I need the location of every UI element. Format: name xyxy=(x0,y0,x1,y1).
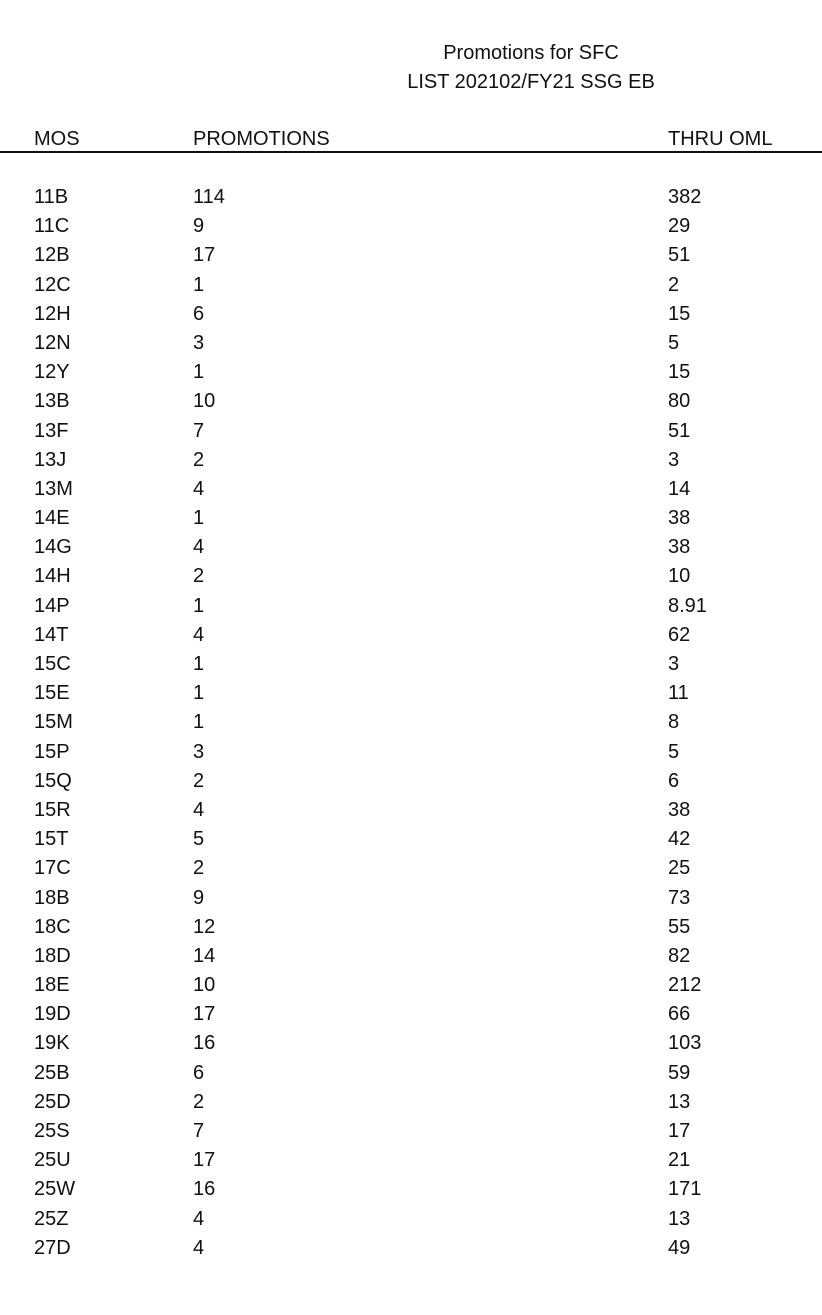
table-row xyxy=(0,562,822,591)
table-row xyxy=(0,212,822,241)
cell-promotions: 5 xyxy=(193,828,205,851)
title-line-1: Promotions for SFC xyxy=(443,42,619,64)
cell-mos: 14G xyxy=(34,536,72,559)
cell-mos: 15P xyxy=(34,740,70,763)
table-row xyxy=(0,1088,822,1117)
table-row xyxy=(0,708,822,737)
cell-thru-oml: 11 xyxy=(668,682,689,705)
cell-mos: 11B xyxy=(34,186,69,208)
cell-mos: 17C xyxy=(34,857,71,880)
cell-promotions: 2 xyxy=(193,769,205,792)
table-header xyxy=(0,124,822,154)
cell-mos: 18D xyxy=(34,944,71,967)
cell-mos: 12B xyxy=(34,244,70,267)
cell-thru-oml: 13 xyxy=(668,1090,691,1113)
cell-thru-oml: 3 xyxy=(668,448,680,471)
cell-mos: 15T xyxy=(34,828,69,851)
table-row xyxy=(0,592,822,621)
cell-thru-oml: 21 xyxy=(668,1149,691,1172)
cell-mos: 15M xyxy=(34,711,73,734)
cell-thru-oml: 212 xyxy=(668,974,702,997)
cell-promotions: 1 xyxy=(193,594,205,617)
column-header-promotions: PROMOTIONS xyxy=(193,128,330,150)
cell-mos: 19K xyxy=(34,1032,70,1055)
cell-promotions: 1 xyxy=(193,361,205,384)
cell-mos: 25W xyxy=(34,1178,76,1201)
cell-promotions: 6 xyxy=(193,302,205,325)
table-row xyxy=(0,825,822,854)
cell-thru-oml: 66 xyxy=(668,1003,691,1026)
cell-mos: 18B xyxy=(34,886,70,909)
cell-thru-oml: 59 xyxy=(668,1061,691,1084)
cell-promotions: 17 xyxy=(193,1003,216,1026)
table-row xyxy=(0,679,822,708)
cell-promotions: 4 xyxy=(193,1207,205,1230)
table-row xyxy=(0,1205,822,1234)
cell-promotions: 2 xyxy=(193,1090,205,1113)
cell-thru-oml: 382 xyxy=(668,186,702,208)
cell-promotions: 17 xyxy=(193,244,216,267)
cell-thru-oml: 171 xyxy=(668,1178,702,1201)
cell-thru-oml: 25 xyxy=(668,857,691,880)
cell-promotions: 1 xyxy=(193,653,205,675)
cell-promotions: 7 xyxy=(193,1120,205,1142)
cell-promotions: 9 xyxy=(193,886,205,909)
cell-promotions: 2 xyxy=(193,565,205,588)
cell-mos: 14E xyxy=(34,507,70,530)
cell-mos: 25Z xyxy=(34,1207,69,1230)
table-row xyxy=(0,1059,822,1088)
cell-mos: 25D xyxy=(34,1090,71,1113)
table-row xyxy=(0,854,822,883)
cell-promotions: 3 xyxy=(193,740,205,763)
cell-promotions: 16 xyxy=(193,1178,216,1201)
cell-mos: 12C xyxy=(34,273,71,296)
cell-mos: 19D xyxy=(34,1003,71,1026)
cell-thru-oml: 6 xyxy=(668,769,680,792)
table-row xyxy=(0,913,822,942)
table-row xyxy=(0,475,822,504)
cell-mos: 15R xyxy=(34,798,71,821)
column-header-mos: MOS xyxy=(34,128,80,150)
cell-thru-oml: 38 xyxy=(668,507,691,530)
cell-promotions: 4 xyxy=(193,536,205,559)
table-row xyxy=(0,650,822,679)
cell-thru-oml: 8.91 xyxy=(668,594,707,617)
table-row xyxy=(0,300,822,329)
cell-mos: 13M xyxy=(34,477,73,500)
cell-mos: 15Q xyxy=(34,769,72,792)
cell-promotions: 12 xyxy=(193,915,216,938)
table-row xyxy=(0,446,822,475)
cell-mos: 15E xyxy=(34,682,70,705)
cell-mos: 18C xyxy=(34,915,71,938)
cell-promotions: 1 xyxy=(193,711,205,734)
cell-thru-oml: 14 xyxy=(668,477,691,500)
cell-thru-oml: 29 xyxy=(668,215,691,238)
table-row xyxy=(0,241,822,270)
cell-promotions: 2 xyxy=(193,448,205,471)
cell-thru-oml: 15 xyxy=(668,361,691,384)
cell-mos: 13J xyxy=(34,448,67,471)
cell-promotions: 4 xyxy=(193,1236,205,1259)
cell-thru-oml: 51 xyxy=(668,244,691,267)
table-row xyxy=(0,796,822,825)
document-title xyxy=(0,38,822,100)
column-header-thru-oml: THRU OML xyxy=(668,128,773,150)
cell-mos: 12N xyxy=(34,331,71,354)
cell-mos: 14T xyxy=(34,623,69,646)
cell-promotions: 9 xyxy=(193,215,205,238)
cell-mos: 25U xyxy=(34,1149,71,1172)
table-row xyxy=(0,971,822,1000)
title-line-2: LIST 202102/FY21 SSG EB xyxy=(407,71,655,93)
cell-mos: 18E xyxy=(34,974,70,997)
cell-promotions: 17 xyxy=(193,1149,216,1172)
cell-mos: 15C xyxy=(34,653,71,675)
cell-thru-oml: 73 xyxy=(668,886,691,909)
cell-promotions: 4 xyxy=(193,623,205,646)
cell-promotions: 10 xyxy=(193,974,216,997)
cell-promotions: 10 xyxy=(193,390,216,413)
cell-thru-oml: 15 xyxy=(668,302,691,325)
cell-promotions: 4 xyxy=(193,798,205,821)
table-row xyxy=(0,271,822,300)
cell-thru-oml: 38 xyxy=(668,798,691,821)
cell-thru-oml: 51 xyxy=(668,419,691,442)
table-row xyxy=(0,1234,822,1263)
cell-thru-oml: 3 xyxy=(668,653,680,675)
cell-promotions: 2 xyxy=(193,857,205,880)
cell-promotions: 6 xyxy=(193,1061,205,1084)
cell-thru-oml: 5 xyxy=(668,740,680,763)
cell-mos: 13F xyxy=(34,419,69,442)
cell-promotions: 7 xyxy=(193,419,205,442)
table-row xyxy=(0,358,822,387)
cell-promotions: 1 xyxy=(193,273,205,296)
cell-mos: 13B xyxy=(34,390,70,413)
cell-promotions: 1 xyxy=(193,682,205,705)
cell-mos: 27D xyxy=(34,1236,71,1259)
table-row xyxy=(0,621,822,650)
cell-thru-oml: 82 xyxy=(668,944,691,967)
cell-promotions: 1 xyxy=(193,507,205,530)
table-row xyxy=(0,738,822,767)
cell-thru-oml: 42 xyxy=(668,828,691,851)
cell-thru-oml: 55 xyxy=(668,915,691,938)
cell-thru-oml: 13 xyxy=(668,1207,691,1230)
cell-thru-oml: 8 xyxy=(668,711,680,734)
table-row xyxy=(0,329,822,358)
cell-mos: 12Y xyxy=(34,361,70,384)
table-row xyxy=(0,1000,822,1029)
table-row xyxy=(0,767,822,796)
cell-mos: 11C xyxy=(34,215,70,238)
table-row xyxy=(0,533,822,562)
cell-thru-oml: 49 xyxy=(668,1236,691,1259)
table-row xyxy=(0,417,822,446)
cell-promotions: 16 xyxy=(193,1032,216,1055)
cell-promotions: 14 xyxy=(193,944,216,967)
cell-thru-oml: 80 xyxy=(668,390,691,413)
cell-mos: 14H xyxy=(34,565,71,588)
cell-promotions: 3 xyxy=(193,331,205,354)
table-row xyxy=(0,1029,822,1058)
table-row xyxy=(0,1175,822,1204)
table-row xyxy=(0,387,822,416)
cell-thru-oml: 10 xyxy=(668,565,691,588)
cell-mos: 14P xyxy=(34,594,70,617)
cell-promotions: 114 xyxy=(193,186,225,208)
table-row xyxy=(0,504,822,533)
cell-thru-oml: 62 xyxy=(668,623,691,646)
table-row xyxy=(0,884,822,913)
cell-thru-oml: 17 xyxy=(668,1120,691,1142)
table-row xyxy=(0,1146,822,1175)
cell-thru-oml: 38 xyxy=(668,536,691,559)
cell-thru-oml: 2 xyxy=(668,273,680,296)
cell-thru-oml: 103 xyxy=(668,1032,702,1055)
table-body xyxy=(0,183,822,1263)
table-row xyxy=(0,942,822,971)
header-divider xyxy=(0,151,822,153)
cell-mos: 12H xyxy=(34,302,71,325)
cell-promotions: 4 xyxy=(193,477,205,500)
table-row xyxy=(0,183,822,212)
cell-mos: 25S xyxy=(34,1120,70,1142)
cell-thru-oml: 5 xyxy=(668,331,680,354)
cell-mos: 25B xyxy=(34,1061,70,1084)
table-row xyxy=(0,1117,822,1146)
